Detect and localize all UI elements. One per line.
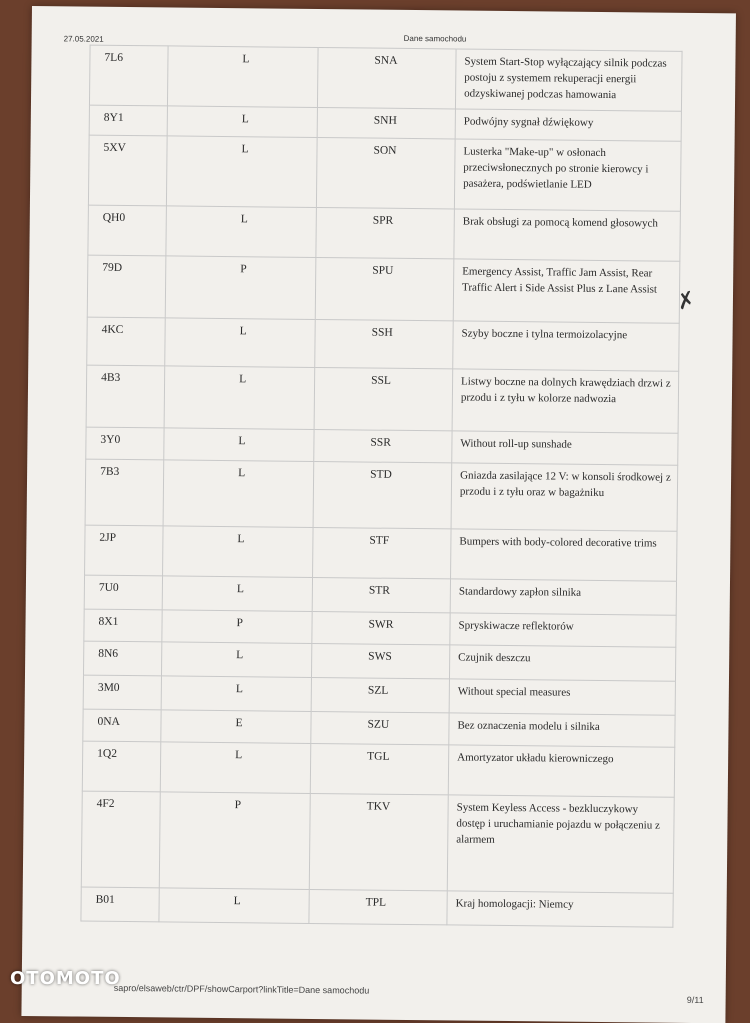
print-date: 27.05.2021 — [63, 34, 104, 44]
code-cell: 1Q2 — [82, 741, 161, 792]
code-cell: 3M0 — [83, 675, 161, 710]
table-row — [88, 135, 681, 211]
description-cell: System Keyless Access - bezkluczykowy dostęp i uruchamianie pojazdu w połączeniu z alarmem — [447, 795, 674, 893]
flag-cell: P — [162, 610, 312, 644]
table-row — [88, 205, 680, 261]
option-cell: SWS — [311, 643, 449, 678]
table-row — [86, 365, 679, 433]
option-cell: STF — [313, 527, 452, 578]
description-cell: Kraj homologacji: Niemcy — [447, 891, 673, 927]
page-number: 9/11 — [686, 994, 704, 1006]
footer-url: sapro/elsaweb/ctr/DPF/showCarport?linkTitle=Dane samochodu — [113, 982, 370, 996]
flag-cell: L — [164, 428, 314, 462]
table-row — [87, 317, 679, 371]
code-cell: 79D — [87, 255, 166, 318]
flag-cell: L — [167, 106, 317, 138]
option-cell: SSL — [314, 367, 453, 430]
table-row — [81, 791, 674, 893]
table-row — [81, 887, 673, 927]
option-cell: TKV — [309, 793, 448, 890]
flag-cell: P — [159, 792, 310, 890]
code-cell: 8Y1 — [89, 105, 167, 136]
description-cell: Listwy boczne na dolnych krawędziach drzwi z przodu i z tyłu w kolorze nadwozia — [452, 369, 679, 433]
flag-cell: L — [159, 888, 309, 924]
description-cell: Gniazda zasilające 12 V: w konsoli środkowej z przodu i z tyłu oraz w bagażniku — [451, 463, 678, 531]
option-cell: STD — [313, 461, 452, 528]
option-cell: TGL — [310, 743, 449, 794]
option-cell: SPU — [315, 257, 454, 320]
flag-cell: L — [165, 318, 315, 368]
code-cell: 5XV — [88, 135, 167, 206]
option-cell: SSR — [314, 429, 452, 462]
flag-cell: L — [161, 642, 311, 678]
option-cell: SZU — [311, 711, 449, 744]
option-cell: STR — [312, 577, 450, 612]
option-cell: SWR — [312, 611, 450, 644]
flag-cell: L — [161, 676, 311, 712]
description-cell: Bez oznaczenia modelu i silnika — [449, 713, 675, 747]
code-cell: 4B3 — [86, 365, 165, 428]
description-cell: Spryskiwacze reflektorów — [450, 613, 676, 647]
table-row — [85, 459, 678, 531]
description-cell: Czujnik deszczu — [449, 645, 675, 681]
code-cell: QH0 — [88, 205, 167, 256]
flag-cell: L — [164, 366, 315, 430]
description-cell: Amortyzator układu kierowniczego — [448, 745, 675, 797]
table-row — [82, 741, 674, 797]
code-cell: 4F2 — [81, 791, 160, 888]
flag-cell: E — [161, 710, 311, 744]
description-cell: Standardowy zapłon silnika — [450, 579, 676, 615]
code-cell: 7L6 — [89, 45, 168, 106]
description-cell: Lusterka "Make-up" w osłonach przeciwsłonecznych po stronie kierowcy i pasażera, podświetlanie LED — [454, 139, 681, 211]
flag-cell: L — [163, 526, 314, 578]
option-cell: TPL — [309, 889, 447, 924]
option-cell: SSH — [315, 319, 453, 368]
table-row — [87, 255, 680, 323]
flag-cell: L — [162, 576, 312, 612]
code-cell: 8N6 — [83, 641, 161, 676]
print-title: Dane samochodu — [403, 33, 467, 44]
handwritten-mark: ✗ — [674, 286, 699, 316]
table-row — [85, 525, 677, 581]
description-cell: Brak obsługi za pomocą komend głosowych — [454, 209, 681, 261]
flag-cell: L — [166, 206, 317, 258]
description-cell: Emergency Assist, Traffic Jam Assist, Rear Traffic Alert i Side Assist Plus z Lane Assist — [453, 259, 680, 323]
flag-cell: L — [166, 136, 317, 208]
code-cell: B01 — [81, 887, 159, 922]
description-cell: Bumpers with body-colored decorative trims — [451, 529, 678, 581]
description-cell: System Start-Stop wyłączający silnik podczas postoju z systemem rekuperacji energii odzyskiwanej podczas hamowania — [455, 49, 682, 111]
description-cell: Podwójny sygnał dźwiękowy — [455, 109, 681, 141]
code-cell: 0NA — [83, 709, 161, 742]
code-cell: 7B3 — [85, 459, 164, 526]
watermark-logo: OTOMOTO — [10, 968, 121, 989]
option-cell: SNH — [317, 107, 455, 138]
flag-cell: P — [165, 256, 316, 320]
description-cell: Szyby boczne i tylna termoizolacyjne — [453, 321, 679, 371]
print-footer — [22, 978, 726, 1005]
flag-cell: L — [163, 460, 314, 528]
option-cell: SON — [316, 137, 455, 208]
code-cell: 2JP — [85, 525, 164, 576]
code-cell: 3Y0 — [86, 427, 164, 460]
code-cell: 4KC — [87, 317, 165, 366]
flag-cell: L — [167, 46, 318, 108]
flag-cell: L — [160, 742, 311, 794]
document-page — [21, 6, 736, 1023]
table-row — [89, 45, 682, 111]
description-cell: Without roll-up sunshade — [452, 431, 678, 465]
option-cell: SPR — [316, 207, 455, 258]
code-cell: 8X1 — [84, 609, 162, 642]
code-cell: 7U0 — [84, 575, 162, 610]
description-cell: Without special measures — [449, 679, 675, 715]
option-cell: SNA — [317, 47, 456, 108]
equipment-table — [80, 45, 682, 928]
option-cell: SZL — [311, 677, 449, 712]
